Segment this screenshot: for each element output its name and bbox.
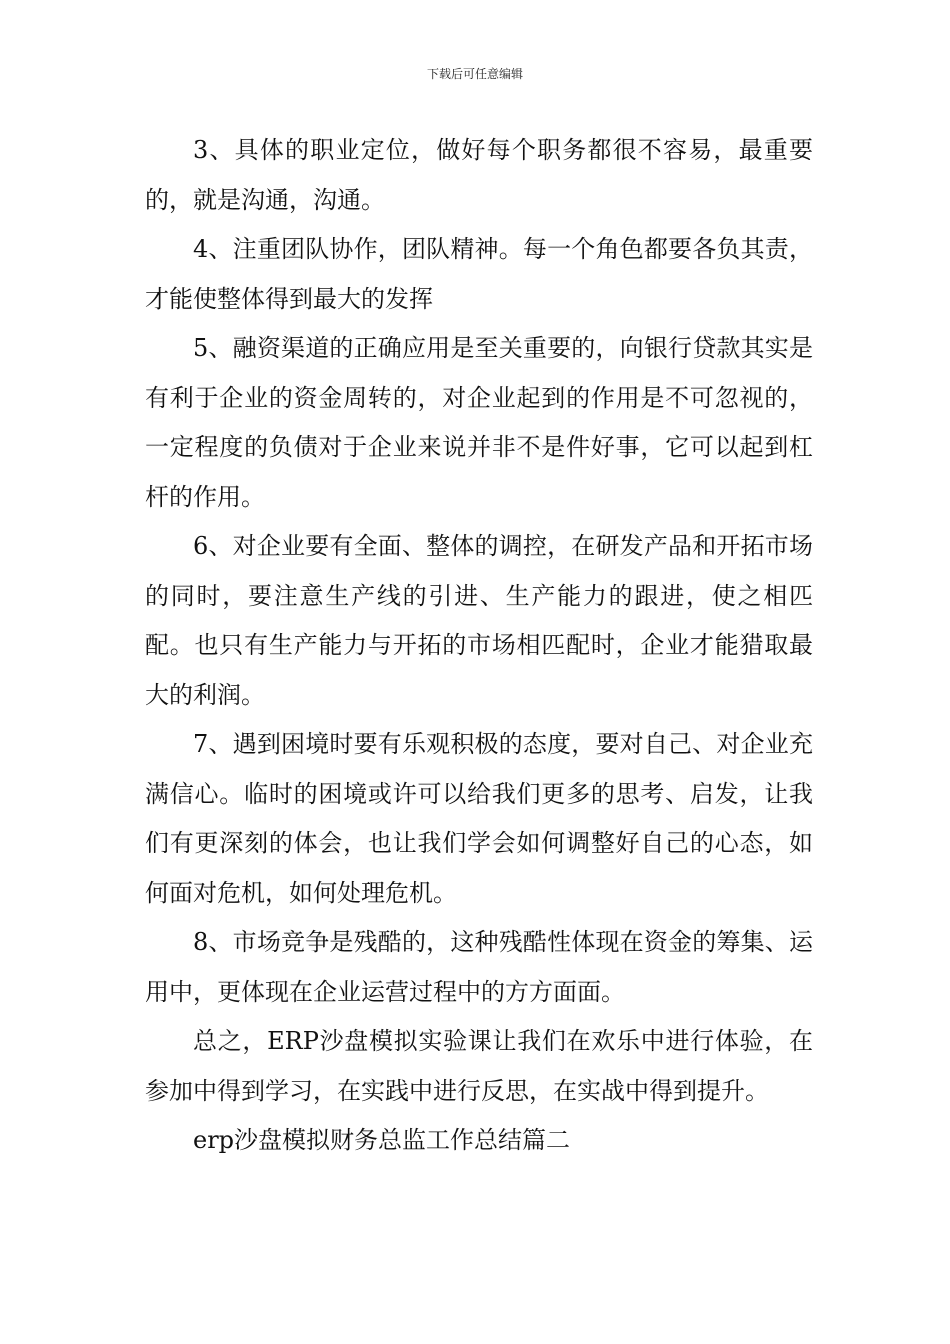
paragraph-summary: 总之，ERP沙盘模拟实验课让我们在欢乐中进行体验，在参加中得到学习，在实践中进行反思，在实战中得到提升。 xyxy=(145,1027,813,1105)
paragraph-item-7: 7、遇到困境时要有乐观积极的态度，要对自己、对企业充满信心。临时的困境或许可以给我们更多的思考、启发，让我们有更深刻的体会，也让我们学会如何调整好自己的心态，如何面对危机，如何处理危机。 xyxy=(145,730,813,907)
paragraph-item-3: 3、具体的职业定位，做好每个职务都很不容易，最重要的，就是沟通，沟通。 xyxy=(145,136,813,214)
paragraph-item-6: 6、对企业要有全面、整体的调控，在研发产品和开拓市场的同时，要注意生产线的引进、生产能力的跟进，使之相匹配。也只有生产能力与开拓的市场相匹配时，企业才能猎取最大的利润。 xyxy=(145,532,813,709)
page-header: 下载后可任意编辑 xyxy=(426,67,523,81)
paragraph-item-5: 5、融资渠道的正确应用是至关重要的，向银行贷款其实是有利于企业的资金周转的，对企业起到的作用是不可忽视的，一定程度的负债对于企业来说并非不是件好事，它可以起到杠杆的作用。 xyxy=(145,334,813,511)
document-body xyxy=(145,126,813,1166)
paragraph-item-4: 4、注重团队协作，团队精神。每一个角色都要各负其责，才能使整体得到最大的发挥 xyxy=(145,235,813,313)
section-heading: erp沙盘模拟财务总监工作总结篇二 xyxy=(193,1126,571,1154)
paragraph-item-8: 8、市场竞争是残酷的，这种残酷性体现在资金的筹集、运用中，更体现在企业运营过程中的方方面面。 xyxy=(145,928,813,1006)
